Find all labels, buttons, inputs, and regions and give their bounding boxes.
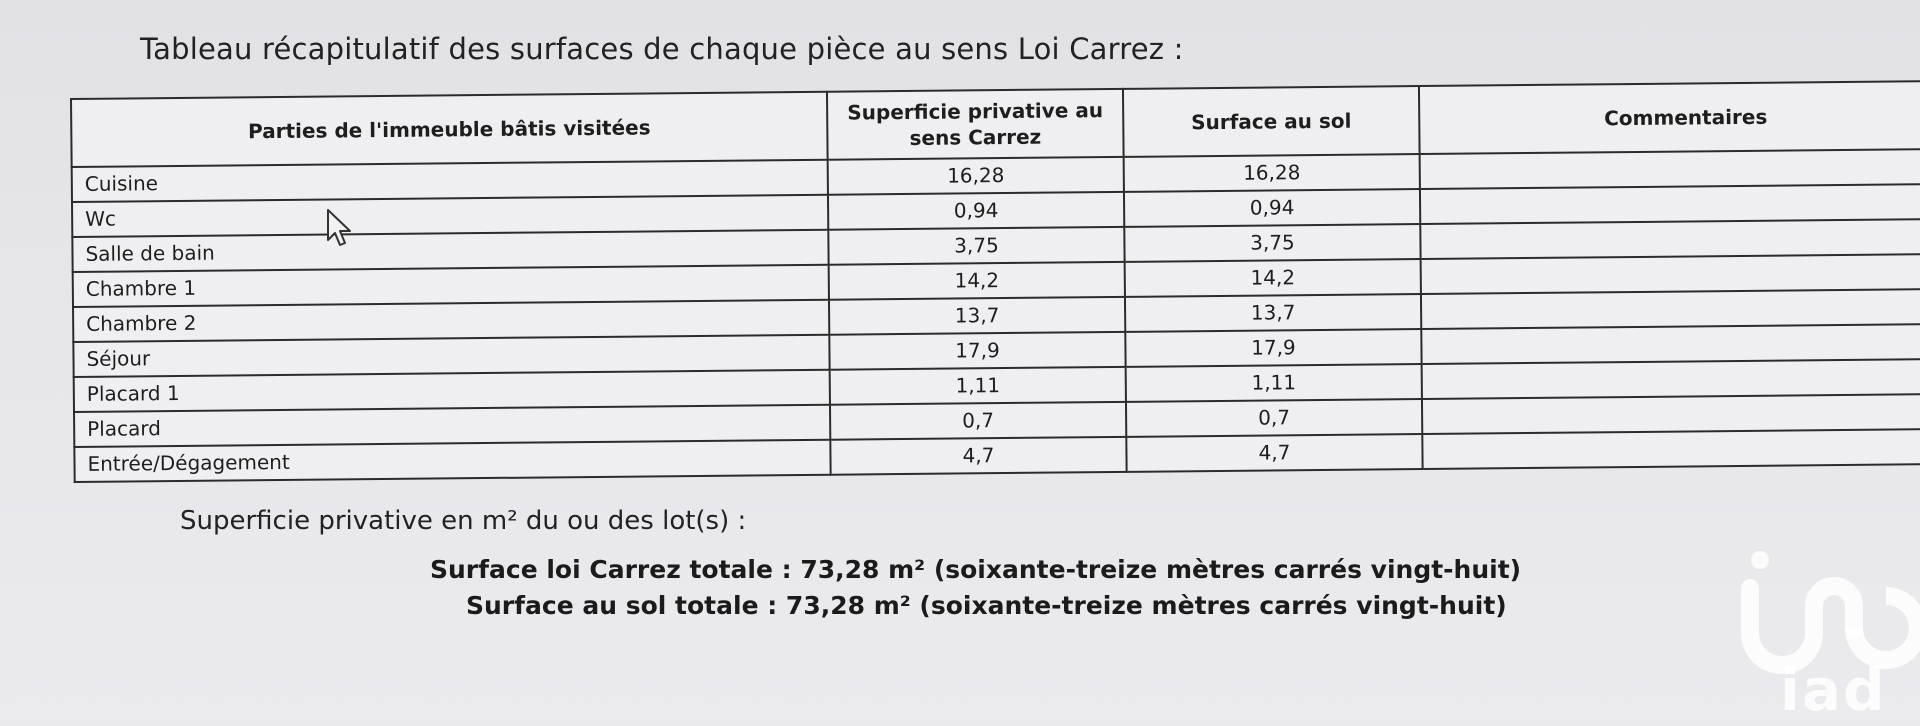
cell-part: Chambre 2 bbox=[73, 300, 829, 342]
cell-sol: 4,7 bbox=[1126, 434, 1422, 472]
cell-part: Chambre 1 bbox=[73, 265, 829, 307]
cell-comment bbox=[1422, 359, 1920, 399]
cell-comment bbox=[1422, 429, 1920, 469]
cell-carrez: 16,28 bbox=[828, 157, 1124, 195]
cell-comment bbox=[1420, 219, 1920, 259]
cell-carrez: 13,7 bbox=[829, 297, 1125, 335]
header-sol: Surface au sol bbox=[1123, 86, 1420, 157]
cell-carrez: 3,75 bbox=[828, 227, 1124, 265]
cell-carrez: 1,11 bbox=[830, 367, 1126, 405]
cell-sol: 0,94 bbox=[1124, 189, 1420, 227]
cell-comment bbox=[1421, 254, 1920, 294]
cell-sol: 3,75 bbox=[1124, 224, 1420, 262]
cell-comment bbox=[1420, 184, 1920, 224]
cell-sol: 17,9 bbox=[1125, 329, 1421, 367]
cell-sol: 16,28 bbox=[1124, 154, 1420, 192]
cell-comment bbox=[1421, 324, 1920, 364]
total-sol: Surface au sol totale : 73,28 m² (soixante-treize mètres carrés vingt-huit) bbox=[466, 591, 1507, 620]
cell-part: Entrée/Dégagement bbox=[74, 440, 830, 482]
cell-part: Salle de bain bbox=[72, 230, 828, 272]
cell-carrez: 0,7 bbox=[830, 402, 1126, 440]
total-carrez: Surface loi Carrez totale : 73,28 m² (soixante-treize mètres carrés vingt-huit) bbox=[430, 555, 1522, 584]
cell-part: Placard 1 bbox=[74, 370, 830, 412]
cell-part: Séjour bbox=[73, 335, 829, 377]
cell-comment bbox=[1420, 149, 1920, 189]
cell-sol: 13,7 bbox=[1125, 294, 1421, 332]
cell-sol: 1,11 bbox=[1126, 364, 1422, 402]
cell-carrez: 17,9 bbox=[829, 332, 1125, 370]
summary-label: Superficie privative en m² du ou des lot(s) : bbox=[180, 506, 747, 536]
cell-comment bbox=[1421, 289, 1920, 329]
surfaces-table-container bbox=[70, 80, 1920, 483]
header-comments: Commentaires bbox=[1419, 81, 1920, 154]
header-carrez: Superficie privative au sens Carrez bbox=[827, 89, 1124, 160]
cell-carrez: 14,2 bbox=[829, 262, 1125, 300]
cell-carrez: 4,7 bbox=[830, 437, 1126, 475]
iad-logo-text: iad bbox=[1780, 656, 1887, 724]
cell-sol: 14,2 bbox=[1125, 259, 1421, 297]
page-title: Tableau récapitulatif des surfaces de chaque pièce au sens Loi Carrez : bbox=[140, 32, 1184, 66]
cell-sol: 0,7 bbox=[1126, 399, 1422, 437]
header-part: Parties de l'immeuble bâtis visitées bbox=[71, 92, 828, 167]
cell-comment bbox=[1422, 394, 1920, 434]
cell-part: Cuisine bbox=[72, 160, 828, 202]
surfaces-table bbox=[70, 80, 1920, 483]
cell-carrez: 0,94 bbox=[828, 192, 1124, 230]
cell-part: Placard bbox=[74, 405, 830, 447]
table-body bbox=[72, 149, 1920, 482]
cell-part: Wc bbox=[72, 195, 828, 237]
totals-block bbox=[430, 552, 1521, 624]
mouse-pointer-icon bbox=[326, 208, 356, 248]
